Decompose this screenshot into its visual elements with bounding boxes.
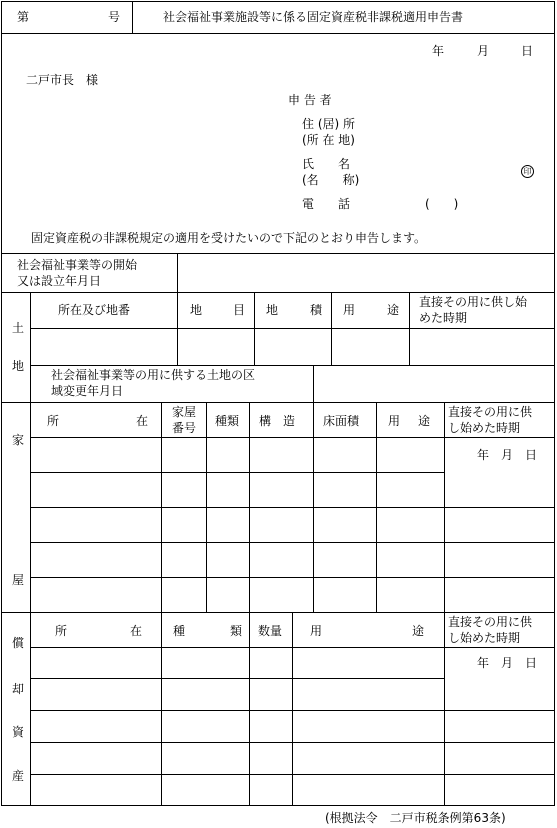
rule xyxy=(313,365,314,402)
rule xyxy=(132,1,133,33)
land-col-use: 途 xyxy=(387,303,400,317)
rule xyxy=(30,542,555,543)
asset-col-use: 途 xyxy=(412,624,425,638)
asset-col-location: 所 xyxy=(55,624,68,638)
date-year: 年 xyxy=(432,44,445,58)
rule xyxy=(30,328,555,329)
phone-label: 電 話 xyxy=(302,197,351,211)
rule xyxy=(292,612,293,806)
rule xyxy=(177,253,178,292)
addressee: 二戸市長 様 xyxy=(26,73,99,87)
house-side-label: 屋 xyxy=(12,573,25,587)
rule xyxy=(1,402,555,403)
land-change-label: 社会福祉事業等の用に供する土地の区 xyxy=(51,368,256,382)
land-side-label: 地 xyxy=(12,359,25,373)
rule xyxy=(161,612,162,806)
date-month: 月 xyxy=(477,44,490,58)
rule xyxy=(206,402,207,612)
land-col-use: 用 xyxy=(343,303,356,317)
rule xyxy=(30,678,444,679)
house-side-label: 家 xyxy=(12,433,25,447)
rule xyxy=(313,402,314,612)
rule xyxy=(30,507,555,508)
house-col-structure: 構 造 xyxy=(259,414,296,428)
house-col-use: 途 xyxy=(418,414,431,428)
rule xyxy=(1,292,555,293)
asset-col-kind: 種 xyxy=(173,624,186,638)
name-label: 氏 名 xyxy=(302,157,351,171)
asset-col-start-time: し始めた時期 xyxy=(448,631,521,645)
house-date-hint: 年 月 日 xyxy=(477,448,538,462)
land-col-area: 積 xyxy=(310,303,323,317)
asset-col-location: 在 xyxy=(130,624,143,638)
rule xyxy=(376,402,377,612)
address-sublabel: (所 在 地) xyxy=(302,133,355,147)
rule xyxy=(1,33,555,34)
asset-date-hint: 年 月 日 xyxy=(477,656,538,670)
rule xyxy=(161,402,162,612)
rule xyxy=(254,292,255,365)
rule xyxy=(1,612,555,613)
applicant-heading: 申 告 者 xyxy=(288,93,332,107)
number-suffix: 号 xyxy=(108,10,121,24)
land-col-start-time: めた時期 xyxy=(419,311,468,325)
house-col-start-time: 直接その用に供 xyxy=(448,405,533,419)
house-col-floor-area: 床面積 xyxy=(323,414,360,428)
number-prefix: 第 xyxy=(17,10,30,24)
rule xyxy=(30,472,444,473)
rule xyxy=(30,437,555,438)
address-label: 住 (居) 所 xyxy=(302,117,355,131)
asset-side-label: 償 xyxy=(12,636,25,650)
rule xyxy=(444,612,445,806)
statement: 固定資産税の非課税規定の適用を受けたいので下記のとおり申告します。 xyxy=(31,231,427,245)
rule xyxy=(249,402,250,612)
land-change-label: 域変更年月日 xyxy=(51,384,124,398)
house-col-kind: 種類 xyxy=(215,414,240,428)
asset-col-quantity: 数量 xyxy=(258,624,283,638)
house-col-location: 所 xyxy=(47,414,60,428)
start-date-label-2: 又は設立年月日 xyxy=(17,274,102,288)
house-col-start-time: し始めた時期 xyxy=(448,421,521,435)
rule xyxy=(1,253,555,254)
date-day: 日 xyxy=(521,44,534,58)
rule xyxy=(331,292,332,365)
phone-paren: ( ) xyxy=(425,197,459,211)
house-col-use: 用 xyxy=(388,414,401,428)
house-col-number: 家屋 xyxy=(172,405,197,419)
asset-side-label: 資 xyxy=(12,725,25,739)
asset-side-label: 産 xyxy=(12,769,25,783)
asset-col-kind: 類 xyxy=(230,624,243,638)
house-col-number: 番号 xyxy=(172,421,197,435)
land-col-location: 所在及び地番 xyxy=(58,303,131,317)
form-title: 社会福祉事業施設等に係る固定資産税非課税適用申告書 xyxy=(163,10,464,24)
rule xyxy=(30,292,31,806)
asset-col-start-time: 直接その用に供 xyxy=(448,615,533,629)
rule xyxy=(249,612,250,806)
rule xyxy=(30,365,555,366)
start-date-label-1: 社会福祉事業等の開始 xyxy=(17,258,138,272)
rule xyxy=(409,292,410,365)
land-col-chimoku: 地 xyxy=(190,303,203,317)
rule xyxy=(177,292,178,365)
land-col-chimoku: 目 xyxy=(233,303,246,317)
land-col-start-time: 直接その用に供し始 xyxy=(419,295,528,309)
name-sublabel: (名 称) xyxy=(302,173,360,187)
legal-basis-note: (根拠法令 二戸市税条例第63条) xyxy=(325,811,506,825)
seal-mark: 印 xyxy=(521,165,534,178)
land-side-label: 土 xyxy=(12,321,25,335)
asset-side-label: 却 xyxy=(12,682,25,696)
rule xyxy=(444,402,445,612)
house-col-location: 在 xyxy=(136,414,149,428)
land-col-area: 地 xyxy=(266,303,279,317)
rule xyxy=(30,577,555,578)
asset-col-use: 用 xyxy=(310,624,323,638)
